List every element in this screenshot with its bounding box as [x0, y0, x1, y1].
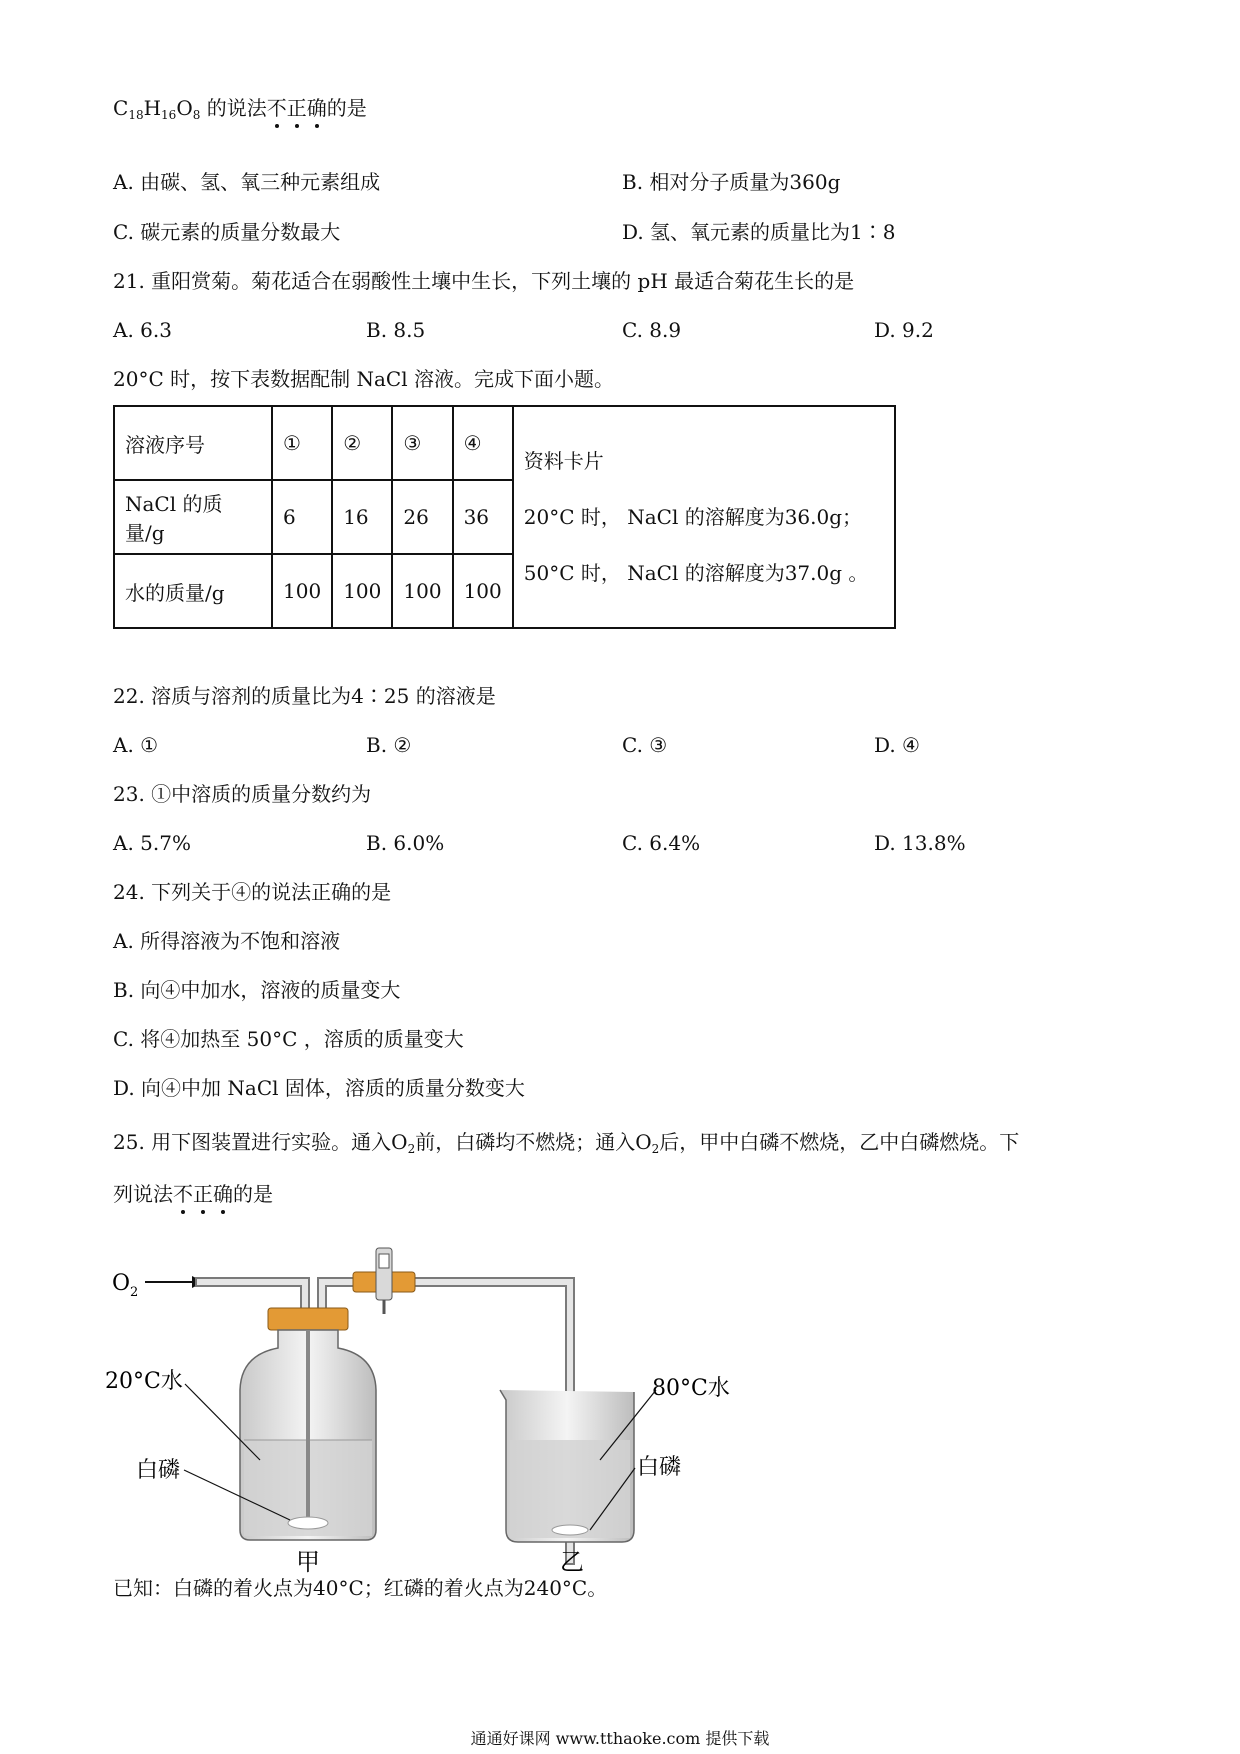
table-row [114, 406, 895, 480]
o2-label: O [112, 1271, 131, 1296]
q23-option-a: A. 5.7% [113, 831, 191, 855]
o2-label-sub: 2 [130, 1285, 139, 1300]
q20-stem-pre: 的说法 [206, 96, 267, 120]
q25-stem-line1 [113, 1128, 1019, 1163]
right-phosphorus-label: 白磷 [637, 1455, 682, 1480]
right-beaker [500, 1390, 634, 1542]
q25-emph-1: 不 [173, 1182, 193, 1206]
cell-nacl-3: 26 [392, 480, 452, 554]
cell-nacl-1: 6 [272, 480, 332, 554]
q25-emph-2: 正 [193, 1182, 213, 1206]
q25-stem2-pre: 列说法 [113, 1182, 173, 1206]
info-card-line2: 50°C 时， NaCl 的溶解度为37.0g 。 [523, 561, 869, 585]
q25-o2-a: O [391, 1130, 408, 1154]
q22-option-b: B. ② [366, 733, 412, 757]
apparatus-figure [100, 1230, 740, 1576]
formula-o: O [176, 96, 193, 120]
q24-option-d: D. 向④中加 NaCl 固体，溶质的质量分数变大 [113, 1076, 525, 1100]
q20-stem-post: 的是 [326, 96, 367, 120]
left-phosphorus-label: 白磷 [136, 1458, 181, 1483]
q20-option-c: C. 碳元素的质量分数最大 [113, 220, 341, 244]
q24-stem: 24. 下列关于④的说法正确的是 [113, 880, 392, 904]
q20-emph-1: 不 [266, 96, 287, 120]
formula-h-sub: 16 [161, 108, 177, 122]
cell-water-4: 100 [453, 554, 513, 628]
q20-stem [113, 94, 367, 129]
cell-water-1: 100 [272, 554, 332, 628]
info-card [513, 406, 895, 628]
q25-o2-b-sub: 2 [651, 1142, 660, 1156]
page-footer: 通通好课网 www.tthaoke.com 提供下载 [470, 1729, 770, 1748]
q25-o2-b: O [635, 1130, 652, 1154]
q23-option-b: B. 6.0% [366, 831, 445, 855]
q21-option-c: C. 8.9 [622, 318, 682, 342]
q23-option-c: C. 6.4% [622, 831, 701, 855]
formula-c-sub: 18 [128, 108, 144, 122]
q22-option-a: A. ① [113, 733, 159, 757]
cell-id-3: ③ [392, 406, 452, 480]
q22-stem: 22. 溶质与溶剂的质量比为4∶25 的溶液是 [113, 684, 496, 708]
stopcock-icon [353, 1248, 415, 1314]
q25-stem-a: 25. 用下图装置进行实验。通入 [113, 1130, 392, 1154]
q21-option-b: B. 8.5 [366, 318, 426, 342]
left-bottle [240, 1308, 376, 1540]
left-apparatus-name: 甲 [296, 1548, 320, 1576]
q21-option-a: A. 6.3 [113, 318, 172, 342]
cell-id-1: ① [272, 406, 332, 480]
q24-option-a: A. 所得溶液为不饱和溶液 [113, 929, 341, 953]
q25-emph-3: 确 [213, 1182, 233, 1206]
info-card-title: 资料卡片 [523, 449, 604, 473]
q21-stem: 21. 重阳赏菊。菊花适合在弱酸性土壤中生长，下列土壤的 pH 最适合菊花生长的是 [113, 269, 855, 293]
q22-option-c: C. ③ [622, 733, 668, 757]
known-note: 已知：白磷的着火点为40°C；红磷的着火点为240°C。 [113, 1576, 608, 1600]
q21-option-d: D. 9.2 [874, 318, 934, 342]
table-intro: 20°C 时，按下表数据配制 NaCl 溶液。完成下面小题。 [113, 367, 614, 391]
formula-c: C [113, 96, 129, 120]
right-apparatus-name: 乙 [560, 1548, 584, 1576]
cell-nacl-2: 16 [332, 480, 392, 554]
info-card-line1: 20°C 时， NaCl 的溶解度为36.0g； [523, 505, 863, 529]
cell-id-2: ② [332, 406, 392, 480]
cell-nacl-4: 36 [453, 480, 513, 554]
q23-option-d: D. 13.8% [874, 831, 966, 855]
q20-option-d: D. 氢、氧元素的质量比为1∶8 [622, 220, 896, 244]
q20-emph-2: 正 [286, 96, 307, 120]
q22-option-d: D. ④ [874, 733, 920, 757]
row-label-id: 溶液序号 [114, 406, 272, 480]
left-water-label: 20°C水 [105, 1369, 183, 1394]
q24-option-b: B. 向④中加水，溶液的质量变大 [113, 978, 401, 1002]
q20-emph-3: 确 [306, 96, 327, 120]
formula-o-sub: 8 [192, 108, 201, 122]
q23-stem: 23. ①中溶质的质量分数约为 [113, 782, 372, 806]
formula-h: H [143, 96, 162, 120]
q24-option-c: C. 将④加热至 50°C ，溶质的质量变大 [113, 1027, 464, 1051]
row-label-water: 水的质量/g [114, 554, 272, 628]
solution-table [113, 405, 896, 629]
q25-stem-b: 前，白磷均不燃烧；通入 [415, 1130, 636, 1154]
q20-option-b: B. 相对分子质量为360g [622, 170, 841, 194]
q25-stem2-post: 的是 [233, 1182, 273, 1206]
q25-stem-c: 后，甲中白磷不燃烧，乙中白磷燃烧。下 [659, 1130, 1020, 1154]
right-water-label: 80°C水 [652, 1376, 730, 1401]
cell-id-4: ④ [453, 406, 513, 480]
cell-water-3: 100 [392, 554, 452, 628]
cell-water-2: 100 [332, 554, 392, 628]
q25-stem-line2 [113, 1180, 273, 1208]
row-label-nacl: NaCl 的质量/g [114, 480, 272, 554]
q20-option-a: A. 由碳、氢、氧三种元素组成 [113, 170, 381, 194]
q25-o2-a-sub: 2 [407, 1142, 416, 1156]
